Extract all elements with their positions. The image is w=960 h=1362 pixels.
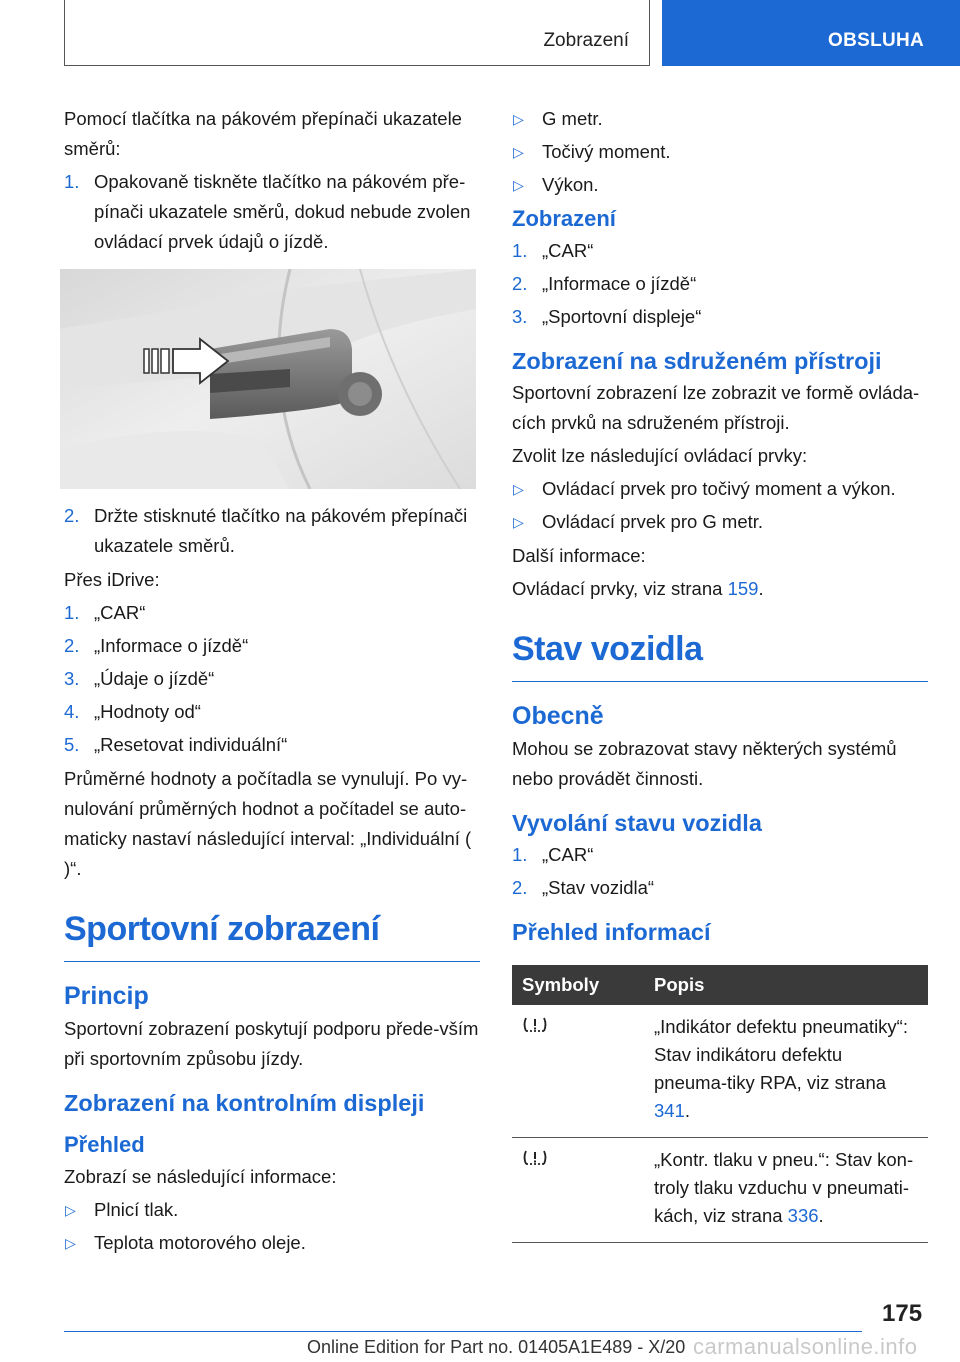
step-text: „Informace o jízdě“ bbox=[94, 635, 249, 656]
symbols-table bbox=[512, 965, 928, 1243]
page-number: 175 bbox=[882, 1300, 923, 1327]
description-text: „Kontr. tlaku v pneu.“: Stav kon‐troly tlaku vzduchu v pneumati‐kách, viz strana bbox=[654, 1149, 914, 1226]
reset-note: Průměrné hodnoty a počítadla se vynulují. Po vy‐nulování průměrných hodnot a počítadel se auto‐maticky nastaví následující interval: „Individuální ( )“. bbox=[64, 768, 472, 879]
cluster-items bbox=[512, 474, 928, 537]
step-text: „Resetovat individuální“ bbox=[94, 734, 288, 755]
idrive-steps bbox=[64, 598, 480, 760]
tpms-warning-icon bbox=[522, 1015, 548, 1035]
step-text: „Informace o jízdě“ bbox=[542, 273, 697, 294]
list-item bbox=[512, 302, 928, 332]
step-text: „Stav vozidla“ bbox=[542, 877, 655, 898]
step-number: 4. bbox=[64, 701, 80, 722]
header-chapter-title: OBSLUHA bbox=[828, 30, 925, 51]
item-text: Točivý moment. bbox=[542, 141, 671, 162]
step-number: 3. bbox=[64, 668, 80, 689]
triangle-bullet-icon: ▷ bbox=[65, 1235, 76, 1251]
item-text: Plnicí tlak. bbox=[94, 1199, 179, 1220]
lever-steps-a bbox=[64, 167, 480, 257]
turn-signal-lever-illustration bbox=[60, 269, 476, 489]
watermark: carmanualsonline.info bbox=[693, 1334, 918, 1359]
header-section-title: Zobrazení bbox=[543, 30, 629, 51]
step-number: 1. bbox=[512, 844, 528, 865]
step-text: „Sportovní displeje“ bbox=[542, 306, 702, 327]
intro-text: Pomocí tlačítka na pákovém přepínači ukazatele směrů: bbox=[64, 108, 462, 159]
list-item bbox=[64, 1195, 480, 1225]
table-row bbox=[512, 1005, 928, 1138]
step-number: 2. bbox=[512, 273, 528, 294]
list-item bbox=[64, 730, 480, 760]
list-item bbox=[64, 501, 480, 561]
list-item bbox=[64, 1228, 480, 1258]
description-cell: „Indikátor defektu pneumatiky“: Stav indikátoru defektu pneuma‐tiky RPA, viz strana 341. bbox=[644, 1005, 928, 1138]
list-item bbox=[64, 697, 480, 727]
step-number: 2. bbox=[64, 505, 80, 526]
list-item bbox=[512, 104, 928, 134]
idrive-intro: Přes iDrive: bbox=[64, 569, 160, 590]
cluster-select-text: Zvolit lze následující ovládací prvky: bbox=[512, 445, 808, 466]
step-number: 2. bbox=[512, 877, 528, 898]
page-link-159[interactable]: 159 bbox=[727, 578, 759, 599]
list-item bbox=[512, 873, 928, 903]
step-number: 5. bbox=[64, 734, 80, 755]
symbols-column-header: Symboly bbox=[512, 965, 644, 1005]
step-number: 1. bbox=[64, 602, 80, 623]
list-item bbox=[64, 598, 480, 628]
info-overview-heading: Přehled informací bbox=[512, 919, 711, 945]
sport-display-heading: Sportovní zobrazení bbox=[64, 910, 480, 962]
principle-heading: Princip bbox=[64, 982, 149, 1010]
step-number: 1. bbox=[64, 171, 80, 192]
step-text: „Hodnoty od“ bbox=[94, 701, 201, 722]
item-text: G metr. bbox=[542, 108, 603, 129]
vehicle-status-heading: Stav vozidla bbox=[512, 630, 928, 682]
description-cell: „Kontr. tlaku v pneu.“: Stav kon‐troly tlaku vzduchu v pneumati‐kách, viz strana 336. bbox=[644, 1138, 928, 1243]
triangle-bullet-icon: ▷ bbox=[513, 111, 524, 127]
lever-steps-b bbox=[64, 501, 480, 561]
list-item bbox=[512, 269, 928, 299]
item-text: Ovládací prvek pro G metr. bbox=[542, 511, 764, 532]
description-text: „Indikátor defektu pneumatiky“: Stav indikátoru defektu pneuma‐tiky RPA, viz strana bbox=[654, 1016, 908, 1093]
list-item bbox=[64, 664, 480, 694]
call-status-heading: Vyvolání stavu vozidla bbox=[512, 810, 762, 836]
symbol-cell bbox=[512, 1005, 644, 1138]
step-text: „CAR“ bbox=[542, 844, 594, 865]
list-item bbox=[512, 137, 928, 167]
triangle-bullet-icon: ▷ bbox=[513, 481, 524, 497]
display-steps bbox=[512, 236, 928, 332]
step-text: „CAR“ bbox=[94, 602, 146, 623]
step-text: Držte stisknuté tlačítko na pákovém přepínači ukazatele směrů. bbox=[94, 505, 468, 556]
list-item bbox=[512, 840, 928, 870]
item-text: Výkon. bbox=[542, 174, 599, 195]
triangle-bullet-icon: ▷ bbox=[65, 1202, 76, 1218]
call-status-steps bbox=[512, 840, 928, 903]
triangle-bullet-icon: ▷ bbox=[513, 177, 524, 193]
list-item bbox=[512, 474, 928, 504]
overview-heading: Přehled bbox=[64, 1132, 145, 1157]
reference-text: Ovládací prvky, viz strana bbox=[512, 578, 728, 599]
list-item bbox=[64, 167, 480, 257]
step-text: „CAR“ bbox=[542, 240, 594, 261]
tpms-warning-icon bbox=[522, 1148, 548, 1168]
header-chapter-tab bbox=[662, 0, 960, 66]
table-row bbox=[512, 1138, 928, 1243]
list-item bbox=[512, 507, 928, 537]
control-display-heading: Zobrazení na kontrolním displeji bbox=[64, 1090, 425, 1116]
right-column bbox=[512, 104, 928, 1243]
more-info-label: Další informace: bbox=[512, 545, 646, 566]
list-item bbox=[512, 170, 928, 200]
display-heading: Zobrazení bbox=[512, 206, 616, 231]
edition-text: Online Edition for Part no. 01405A1E489 - X/20 bbox=[307, 1337, 686, 1357]
list-item bbox=[512, 236, 928, 266]
triangle-bullet-icon: ▷ bbox=[513, 514, 524, 530]
symbol-cell bbox=[512, 1138, 644, 1243]
overview-items-continued bbox=[512, 104, 928, 200]
table-header-row bbox=[512, 965, 928, 1005]
general-heading: Obecně bbox=[512, 702, 604, 730]
step-number: 1. bbox=[512, 240, 528, 261]
general-text: Mohou se zobrazovat stavy některých systémů nebo provádět činnosti. bbox=[512, 738, 897, 789]
header-section-box bbox=[64, 0, 650, 66]
more-info-reference: Ovládací prvky, viz strana 159. bbox=[512, 578, 764, 599]
item-text: Teplota motorového oleje. bbox=[94, 1232, 306, 1253]
page-link-336[interactable]: 336 bbox=[787, 1205, 819, 1226]
list-item bbox=[64, 631, 480, 661]
step-number: 3. bbox=[512, 306, 528, 327]
cluster-heading: Zobrazení na sdruženém přístroji bbox=[512, 348, 882, 374]
step-text: „Údaje o jízdě“ bbox=[94, 668, 215, 689]
overview-items bbox=[64, 1195, 480, 1258]
triangle-bullet-icon: ▷ bbox=[513, 144, 524, 160]
step-number: 2. bbox=[64, 635, 80, 656]
description-column-header: Popis bbox=[644, 965, 928, 1005]
item-text: Ovládací prvek pro točivý moment a výkon. bbox=[542, 478, 896, 499]
overview-text: Zobrazí se následující informace: bbox=[64, 1166, 337, 1187]
page-link-341[interactable]: 341 bbox=[654, 1100, 685, 1121]
cluster-text: Sportovní zobrazení lze zobrazit ve formě ovláda‐cích prvků na sdruženém přístroji. bbox=[512, 382, 920, 433]
footer-divider bbox=[64, 1331, 862, 1332]
step-text: Opakovaně tiskněte tlačítko na pákovém pře‐pínači ukazatele směrů, dokud nebude zvolen ovládací prvek údajů o jízdě. bbox=[94, 171, 471, 252]
left-column bbox=[64, 104, 480, 1262]
principle-text: Sportovní zobrazení poskytují podporu přede‐vším při sportovním způsobu jízdy. bbox=[64, 1018, 479, 1069]
